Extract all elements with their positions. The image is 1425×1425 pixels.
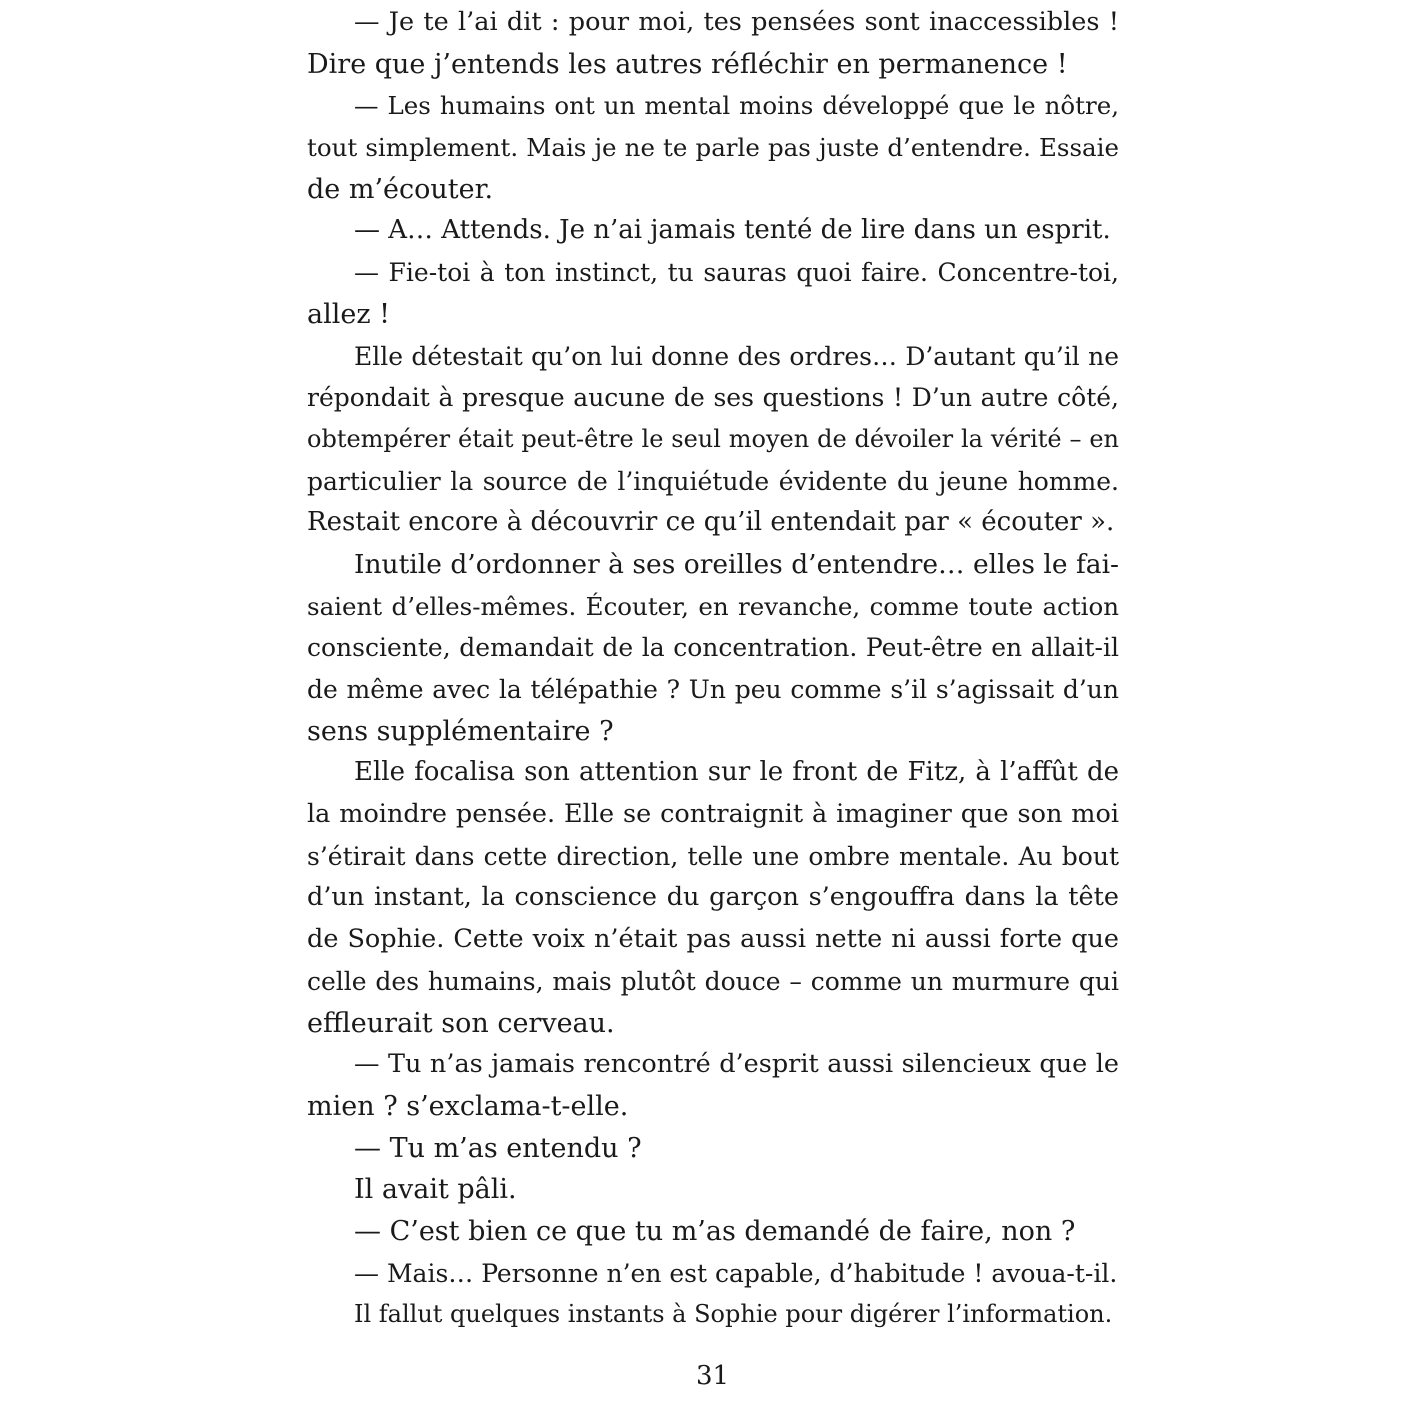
- text-line: obtempérer était peut-être le seul moyen de dévoiler la vérité – en: [307, 424, 1119, 453]
- text-line: de Sophie. Cette voix n’était pas aussi nette ni aussi forte que: [307, 924, 1119, 955]
- text-line: celle des humains, mais plutôt douce – comme un murmure qui: [307, 966, 1119, 996]
- text-line: Il avait pâli.: [354, 1174, 517, 1206]
- text-line: — Je te l’ai dit : pour moi, tes pensées sont inaccessibles !: [354, 7, 1119, 37]
- text-line: Dire que j’entends les autres réfléchir en permanence !: [307, 48, 1068, 80]
- text-line: allez !: [307, 298, 391, 330]
- text-line: répondait à presque aucune de ses questions ! D’un autre côté,: [307, 383, 1119, 413]
- text-line: — Fie-toi à ton instinct, tu sauras quoi faire. Concentre-toi,: [354, 258, 1119, 288]
- text-line: Elle détestait qu’on lui donne des ordres… D’autant qu’il ne: [354, 341, 1119, 371]
- text-line: saient d’elles-mêmes. Écouter, en revanche, comme toute action: [307, 591, 1119, 621]
- text-line: d’un instant, la conscience du garçon s’engouffra dans la tête: [307, 882, 1119, 913]
- page-number: 31: [695, 1361, 730, 1391]
- text-line: — C’est bien ce que tu m’as demandé de faire, non ?: [354, 1215, 1076, 1247]
- text-line: — Mais… Personne n’en est capable, d’habitude ! avoua-t-il.: [354, 1258, 1118, 1288]
- text-line: — A… Attends. Je n’ai jamais tenté de lire dans un esprit.: [354, 215, 1111, 246]
- text-line: — Les humains ont un mental moins développé que le nôtre,: [354, 91, 1119, 121]
- text-line: particulier la source de l’inquiétude évidente du jeune homme.: [307, 466, 1119, 496]
- text-line: tout simplement. Mais je ne te parle pas juste d’entendre. Essaie: [307, 133, 1119, 163]
- body-text: [307, 2, 1119, 1336]
- text-line: de m’écouter.: [307, 173, 494, 205]
- text-line: s’étirait dans cette direction, telle une ombre mentale. Au bout: [307, 841, 1119, 871]
- text-line: de même avec la télépathie ? Un peu comme s’il s’agissait d’un: [307, 675, 1119, 704]
- text-line: la moindre pensée. Elle se contraignit à imaginer que son moi: [307, 799, 1119, 830]
- text-line: — Tu n’as jamais rencontré d’esprit aussi silencieux que le: [354, 1049, 1119, 1080]
- text-line: consciente, demandait de la concentration. Peut-être en allait-il: [307, 633, 1119, 663]
- text-line: Elle focalisa son attention sur le front de Fitz, à l’affût de: [354, 757, 1119, 788]
- text-line: Inutile d’ordonner à ses oreilles d’entendre… elles le fai-: [354, 548, 1119, 580]
- text-line: sens supplémentaire ?: [307, 715, 614, 747]
- text-line: Restait encore à découvrir ce qu’il entendait par « écouter ».: [307, 507, 1115, 538]
- text-line: Il fallut quelques instants à Sophie pour digérer l’information.: [354, 1300, 1113, 1329]
- text-line: effleurait son cerveau.: [307, 1007, 615, 1039]
- text-line: mien ? s’exclama-t-elle.: [307, 1090, 629, 1122]
- text-line: — Tu m’as entendu ?: [354, 1132, 642, 1164]
